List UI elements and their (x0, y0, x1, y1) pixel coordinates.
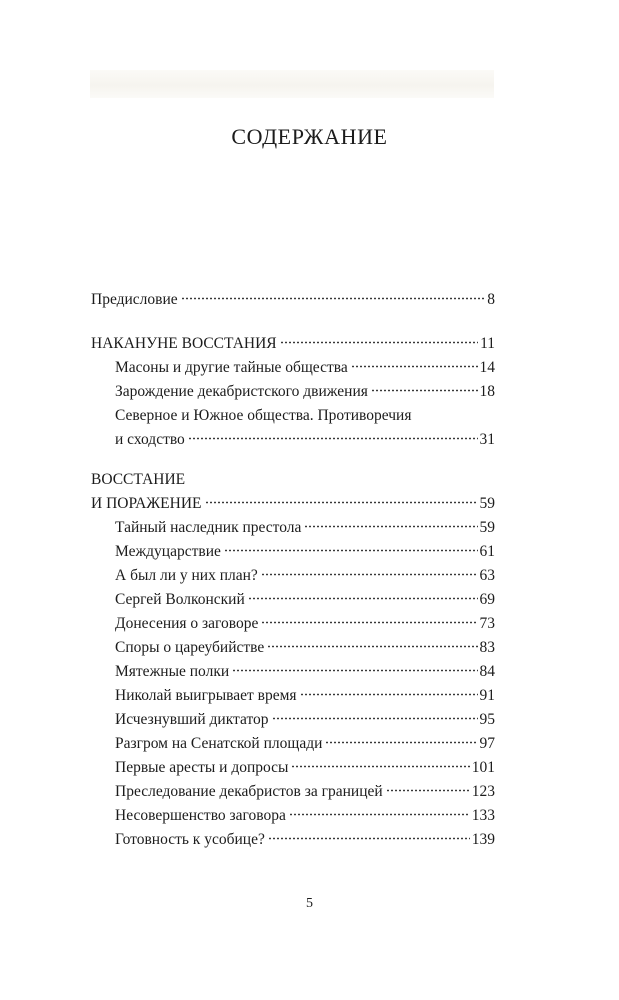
toc-entry-label: Исчезнувший диктатор (115, 711, 269, 728)
dot-leader (300, 693, 478, 696)
toc-entry-page: 8 (487, 291, 495, 308)
page-title: СОДЕРЖАНИЕ (231, 124, 388, 149)
toc-entry-page: 61 (479, 543, 495, 560)
toc-entry-preface[interactable] (91, 288, 495, 312)
toc-part-1[interactable] (91, 332, 495, 356)
toc-entry-label: Первые аресты и допросы (115, 759, 289, 776)
dot-leader (268, 837, 470, 840)
toc-entry-label: Масоны и другие тайные общества (115, 359, 348, 376)
toc-entry[interactable] (91, 588, 495, 612)
toc-entry-line2[interactable] (91, 428, 495, 452)
toc-entry-line1[interactable] (91, 404, 495, 428)
toc-entry[interactable] (91, 684, 495, 708)
dot-leader (205, 501, 478, 504)
toc-entry[interactable] (91, 636, 495, 660)
toc-part-label: НАКАНУНЕ ВОССТАНИЯ (91, 335, 277, 352)
toc-entry-page: 73 (479, 615, 495, 632)
dot-leader (188, 437, 478, 440)
dot-leader (351, 365, 478, 368)
toc-entry-page: 84 (479, 663, 495, 680)
dot-leader (325, 741, 477, 744)
toc-entry[interactable] (91, 380, 495, 404)
toc-entry[interactable] (91, 828, 495, 852)
toc-entry[interactable] (91, 356, 495, 380)
toc-entry-page: 11 (480, 335, 495, 352)
dot-leader (272, 717, 478, 720)
toc-part-2-line2[interactable] (91, 492, 495, 516)
toc-entry-label: Николай выигрывает время (115, 687, 297, 704)
toc-entry-label: Сергей Волконский (115, 591, 245, 608)
toc-entry-label: Преследование декабристов за границей (115, 783, 383, 800)
dot-leader (371, 389, 478, 392)
toc-entry-label: Тайный наследник престола (115, 519, 302, 536)
toc-entry-label: А был ли у них план? (115, 567, 258, 584)
page-number: 5 (306, 896, 313, 911)
toc-entry-label: Мятежные полки (115, 663, 230, 680)
toc-entry[interactable] (91, 708, 495, 732)
toc-entry-page: 59 (479, 519, 495, 536)
toc-entry[interactable] (91, 612, 495, 636)
toc-entry-label: Споры о цареубийстве (115, 639, 265, 656)
toc-entry-label: Предисловие (91, 291, 178, 308)
toc-entry-page: 123 (471, 783, 495, 800)
toc-entry-label: Междуцарствие (115, 543, 221, 560)
dot-leader (291, 765, 469, 768)
toc-entry[interactable] (91, 780, 495, 804)
toc-entry[interactable] (91, 804, 495, 828)
toc-entry-page: 59 (479, 495, 495, 512)
dot-leader (261, 621, 477, 624)
dot-leader (232, 669, 477, 672)
dot-leader (280, 341, 478, 344)
dot-leader (386, 789, 470, 792)
header-shade (90, 70, 494, 98)
toc-entry-label: Разгром на Сенатской площади (115, 735, 323, 752)
dot-leader (248, 597, 478, 600)
toc-part-label: И ПОРАЖЕНИЕ (91, 495, 202, 512)
toc-entry-page: 18 (479, 383, 495, 400)
toc-entry-page: 95 (479, 711, 495, 728)
toc-entry[interactable] (91, 660, 495, 684)
dot-leader (304, 525, 477, 528)
toc-entry-page: 139 (471, 831, 495, 848)
dot-leader (289, 813, 470, 816)
dot-leader (267, 645, 477, 648)
toc-entry-label: Готовность к усобице? (115, 831, 265, 848)
toc-entry-label: Несовершенство заговора (115, 807, 286, 824)
toc-entry-page: 63 (479, 567, 495, 584)
toc-entry-page: 101 (471, 759, 495, 776)
toc-entry-page: 91 (479, 687, 495, 704)
toc-entry[interactable] (91, 516, 495, 540)
toc-entry[interactable] (91, 732, 495, 756)
toc-entry-page: 31 (479, 431, 495, 448)
toc-entry-page: 69 (479, 591, 495, 608)
toc-entry-page: 97 (479, 735, 495, 752)
dot-leader (181, 297, 486, 300)
section-gap (91, 452, 495, 468)
toc-entry[interactable] (91, 540, 495, 564)
toc-entry[interactable] (91, 756, 495, 780)
toc-entry-page: 83 (479, 639, 495, 656)
toc-entry-page: 133 (471, 807, 495, 824)
toc-entry-label: Северное и Южное общества. Противоречия (115, 407, 412, 424)
toc-entry-label: Зарождение декабристского движения (115, 383, 368, 400)
toc-part-2-line1[interactable] (91, 468, 495, 492)
toc-entry-page: 14 (479, 359, 495, 376)
toc-entry-label: и сходство (115, 431, 185, 448)
dot-leader (224, 549, 478, 552)
dot-leader (261, 573, 478, 576)
toc-entry[interactable] (91, 564, 495, 588)
toc-entry-label: Донесения о заговоре (115, 615, 259, 632)
toc-part-label: ВОССТАНИЕ (91, 471, 186, 488)
section-gap (91, 312, 495, 332)
table-of-contents (91, 288, 495, 852)
